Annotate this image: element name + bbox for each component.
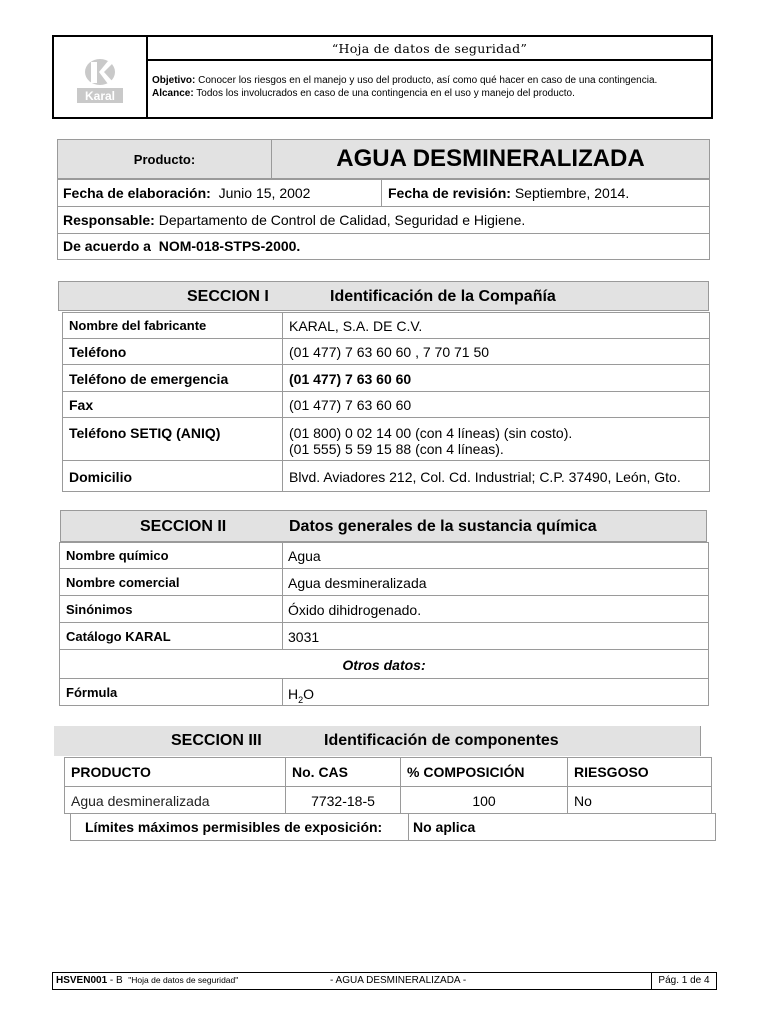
acuerdo-cell: [57, 233, 710, 260]
s1-row-value: (01 800) 0 02 14 00 (con 4 líneas) (sin costo).: [289, 425, 573, 441]
s3-cell: [400, 786, 568, 814]
page-number: Pág. 1 de 4: [658, 975, 710, 986]
section2-number: SECCION II: [140, 518, 227, 535]
karal-logo-icon: [75, 57, 125, 105]
s1-value-cell: [282, 312, 710, 339]
objetivo-label: Objetivo:: [152, 75, 196, 86]
s3-cell: [285, 786, 401, 814]
alcance-text: Todos los involucrados en caso de una contingencia en el uso y manejo del producto.: [196, 88, 575, 99]
s1-label-cell: [62, 417, 283, 461]
s3-cell: [567, 786, 712, 814]
product-label: Producto:: [133, 152, 196, 167]
footer-product: - AGUA DESMINERALIZADA -: [330, 975, 467, 986]
s2-row-value: Agua: [288, 548, 321, 564]
s2-row-value: Agua desmineralizada: [288, 575, 427, 591]
section3-title: Identificación de componentes: [324, 732, 559, 749]
s3-column-header: [400, 757, 568, 787]
document-header: [52, 35, 713, 119]
header-objective-scope: [148, 61, 711, 117]
s1-row-label: Nombre del fabricante: [69, 318, 207, 333]
limites-label-cell: [70, 813, 409, 841]
document-title: “Hoja de datos de seguridad”: [331, 41, 528, 56]
s1-row-value: KARAL, S.A. DE C.V.: [289, 318, 423, 334]
fecha-elaboracion-cell: [57, 179, 382, 207]
s2-label-cell: [59, 542, 283, 569]
s2-row-label: Sinónimos: [66, 602, 133, 617]
responsable-cell: [57, 206, 710, 234]
s2-row-value: Óxido dihidrogenado.: [288, 602, 422, 618]
s1-row-value: (01 477) 7 63 60 60 , 7 70 71 50: [289, 344, 490, 360]
product-name-cell: [271, 139, 710, 179]
s2-row-label: Nombre químico: [66, 548, 169, 563]
s1-value-cell: [282, 417, 710, 461]
acuerdo: De acuerdo a NOM-018-STPS-2000.: [63, 238, 301, 254]
s1-label-cell: [62, 312, 283, 339]
otros-datos: Otros datos:: [342, 657, 426, 673]
objetivo-text: Conocer los riesgos en el manejo y uso del producto, así como qué hacer en caso de una contingencia.: [198, 75, 658, 86]
s2-value-cell: [282, 568, 709, 596]
fecha-revision: Fecha de revisión: Septiembre, 2014.: [388, 185, 630, 201]
s2-label-cell: [59, 622, 283, 650]
s1-row-label: Fax: [69, 397, 94, 413]
s3-col-composicion: % COMPOSICIÓN: [407, 764, 525, 780]
s3-column-header: [64, 757, 286, 787]
fecha-revision-cell: [381, 179, 710, 207]
s3-col-riesgoso: RIESGOSO: [574, 764, 649, 780]
alcance-line: [152, 88, 575, 99]
fecha-elaboracion: Fecha de elaboración: Junio 15, 2002: [63, 185, 311, 201]
header-title-row: [148, 37, 711, 61]
section2-header: [60, 510, 707, 542]
section1-number: SECCION I: [187, 288, 269, 305]
alcance-label: Alcance:: [152, 88, 194, 99]
s1-row-label: Teléfono de emergencia: [69, 371, 229, 387]
s3-column-header: [285, 757, 401, 787]
s1-row-value: Blvd. Aviadores 212, Col. Cd. Industrial; C.P. 37490, León, Gto.: [289, 469, 681, 485]
otros-datos-cell: [59, 649, 709, 679]
s3-cell: [64, 786, 286, 814]
s1-row-value: (01 477) 7 63 60 60: [289, 371, 412, 387]
s1-row-value-2: (01 555) 5 59 15 88 (con 4 líneas).: [289, 441, 504, 457]
logo-cell: [54, 37, 148, 117]
s2-value-cell: [282, 622, 709, 650]
s2-row-label: Catálogo KARAL: [66, 629, 171, 644]
s3-col-producto: PRODUCTO: [71, 764, 151, 780]
section1-header: [58, 281, 709, 311]
product-label-cell: [57, 139, 272, 179]
section3-number: SECCION III: [171, 732, 262, 749]
s2-row-label: Nombre comercial: [66, 575, 180, 590]
section2-title: Datos generales de la sustancia química: [289, 518, 597, 535]
s2-value-cell: [282, 542, 709, 569]
footer-page-box: [651, 972, 717, 990]
footer-info-box: [52, 972, 652, 990]
formula-label: Fórmula: [66, 685, 118, 700]
formula-value-cell: [282, 678, 709, 706]
limites-value-cell: [408, 813, 716, 841]
s1-label-cell: [62, 460, 283, 492]
section1-title: Identificación de la Compañía: [330, 288, 556, 305]
s1-value-cell: [282, 338, 710, 365]
section3-header: [54, 726, 701, 756]
product-name: AGUA DESMINERALIZADA: [336, 145, 645, 172]
formula-label-cell: [59, 678, 283, 706]
s1-label-cell: [62, 364, 283, 392]
footer-doc-code: HSVEN001 - B "Hoja de datos de seguridad": [56, 975, 239, 986]
s3-column-header: [567, 757, 712, 787]
s1-row-label: Teléfono SETIQ (ANIQ): [69, 425, 221, 441]
s2-value-cell: [282, 595, 709, 623]
limites-label: Límites máximos permisibles de exposición:: [85, 819, 383, 835]
s3-col-cas: No. CAS: [292, 764, 348, 780]
limites-value: No aplica: [413, 819, 476, 835]
s2-label-cell: [59, 568, 283, 596]
s1-label-cell: [62, 338, 283, 365]
s1-label-cell: [62, 391, 283, 418]
s1-value-cell: [282, 391, 710, 418]
s2-label-cell: [59, 595, 283, 623]
s3-cas: 7732-18-5: [311, 793, 375, 809]
s1-row-label: Teléfono: [69, 344, 127, 360]
responsable: Responsable: Departamento de Control de Calidad, Seguridad e Higiene.: [63, 212, 526, 228]
s3-riesgoso: No: [574, 793, 592, 809]
s1-row-value: (01 477) 7 63 60 60: [289, 397, 412, 413]
objetivo-line: [152, 75, 657, 86]
formula-value: $H_2O$: [288, 686, 315, 705]
s1-row-label: Domicilio: [69, 469, 133, 485]
s2-row-value: 3031: [288, 629, 320, 645]
s1-value-cell: [282, 460, 710, 492]
s3-composicion: 100: [472, 793, 496, 809]
logo-text: Karal: [84, 89, 116, 103]
s3-producto: Agua desmineralizada: [71, 793, 210, 809]
s1-value-cell: [282, 364, 710, 392]
